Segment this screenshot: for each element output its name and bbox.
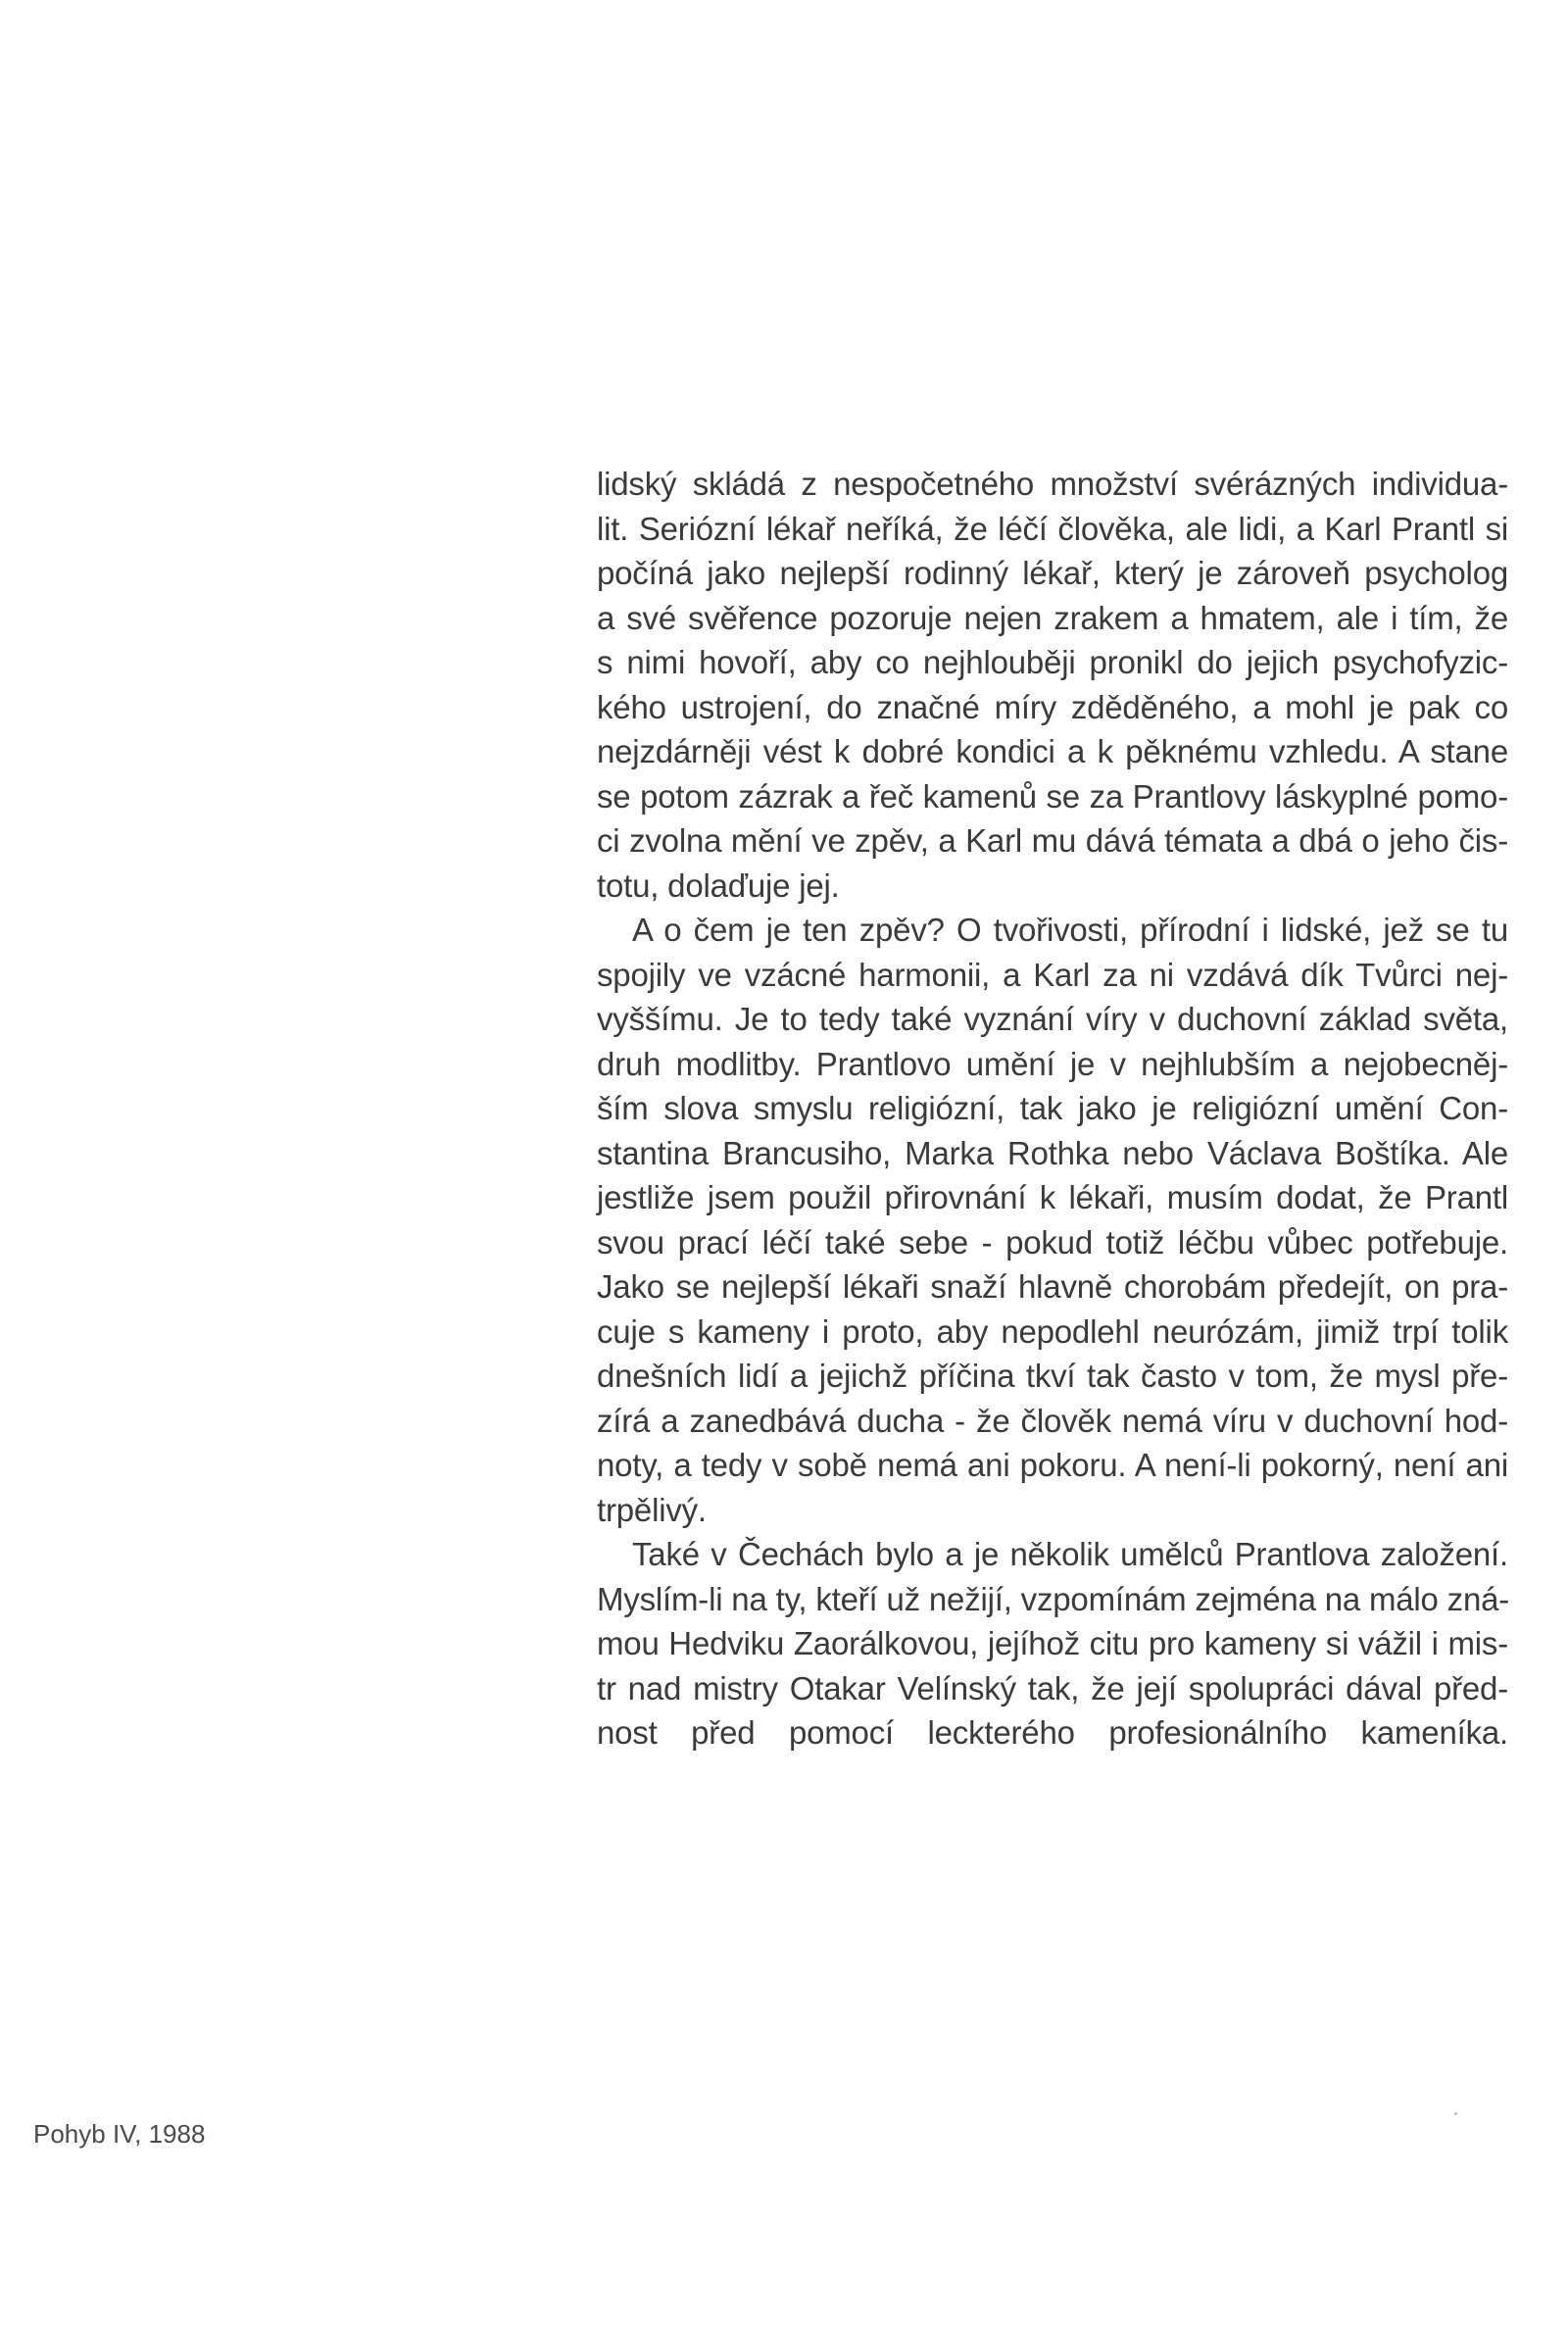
text-line: ci zvolna mění ve zpěv, a Karl mu dává témata a dbá o jeho čis- — [597, 822, 1508, 859]
paragraph-first-line: Také v Čechách bylo a je několik umělců Prantlova založení. — [632, 1536, 1508, 1572]
paragraph-first-line: A o čem je ten zpěv? O tvořivosti, přírodní i lidské, jež se tu — [632, 912, 1508, 948]
text-line: jestliže jsem použil přirovnání k lékaři, musím dodat, že Prantl — [597, 1179, 1508, 1215]
text-line: svou prací léčí také sebe - pokud totiž léčbu vůbec potřebuje. — [597, 1223, 1508, 1261]
text-line: tr nad mistry Otakar Velínský tak, že její spolupráci dával před- — [597, 1669, 1508, 1707]
text-line: vyššímu. Je to tedy také vyznání víry v duchovní základ světa, — [597, 1001, 1508, 1037]
text-line: s nimi hovoří, aby co nejhlouběji pronikl do jejich psychofyzic- — [597, 644, 1508, 680]
text-line: lidský skládá z nespočetného množství svérázných individua- — [597, 466, 1508, 502]
text-line: noty, a tedy v sobě nemá ani pokoru. A není-li pokorný, není ani — [597, 1447, 1508, 1483]
paragraph-end-line: trpělivý. — [597, 1491, 707, 1528]
text-line: a své svěřence pozoruje nejen zrakem a hmatem, ale i tím, že — [597, 599, 1508, 636]
text-line: nost před pomocí leckterého profesionálního kameníka. — [597, 1714, 1508, 1751]
text-line: nejzdárněji vést k dobré kondici a k pěknému vzhledu. A stane — [597, 733, 1508, 769]
text-line: druh modlitby. Prantlovo umění je v nejhlubším a nejobecněj- — [597, 1045, 1508, 1082]
text-line: Jako se nejlepší lékaři snaží hlavně chorobám předejít, on pra- — [597, 1268, 1508, 1305]
text-line: dnešních lidí a jejichž příčina tkví tak často v tom, že mysl pře- — [597, 1358, 1508, 1394]
text-line: mou Hedviku Zaorálkovou, jejíhož citu pro kameny si vážil i mis- — [597, 1625, 1508, 1661]
paragraph-end-line: totu, dolaďuje jej. — [597, 866, 840, 904]
text-line: zírá a zanedbává ducha - že člověk nemá víru v duchovní hod- — [597, 1402, 1508, 1439]
image-caption: Pohyb IV, 1988 — [33, 2119, 206, 2149]
body-text — [597, 462, 1508, 1756]
text-line: se potom zázrak a řeč kamenů se za Prantlovy láskyplné pomo- — [597, 777, 1508, 815]
text-line: lit. Seriózní lékař neříká, že léčí člověka, ale lidi, a Karl Prantl si — [597, 510, 1508, 547]
text-line: stantina Brancusiho, Marka Rothka nebo Václava Boštíka. Ale — [597, 1134, 1508, 1171]
text-line: ším slova smyslu religiózní, tak jako je religiózní umění Con- — [597, 1090, 1508, 1126]
text-line: počíná jako nejlepší rodinný lékař, který je zároveň psycholog — [597, 555, 1508, 591]
print-speck — [1454, 2112, 1457, 2115]
text-line: Myslím-li na ty, kteří už nežijí, vzpomínám zejména na málo zná- — [597, 1580, 1510, 1617]
text-line: kého ustrojení, do značné míry zděděného, a mohl je pak co — [597, 688, 1508, 725]
text-line: cuje s kameny i proto, aby nepodlehl neurózám, jimiž trpí tolik — [597, 1312, 1508, 1350]
text-line: spojily ve vzácné harmonii, a Karl za ni vzdává dík Tvůrci nej- — [597, 956, 1508, 993]
